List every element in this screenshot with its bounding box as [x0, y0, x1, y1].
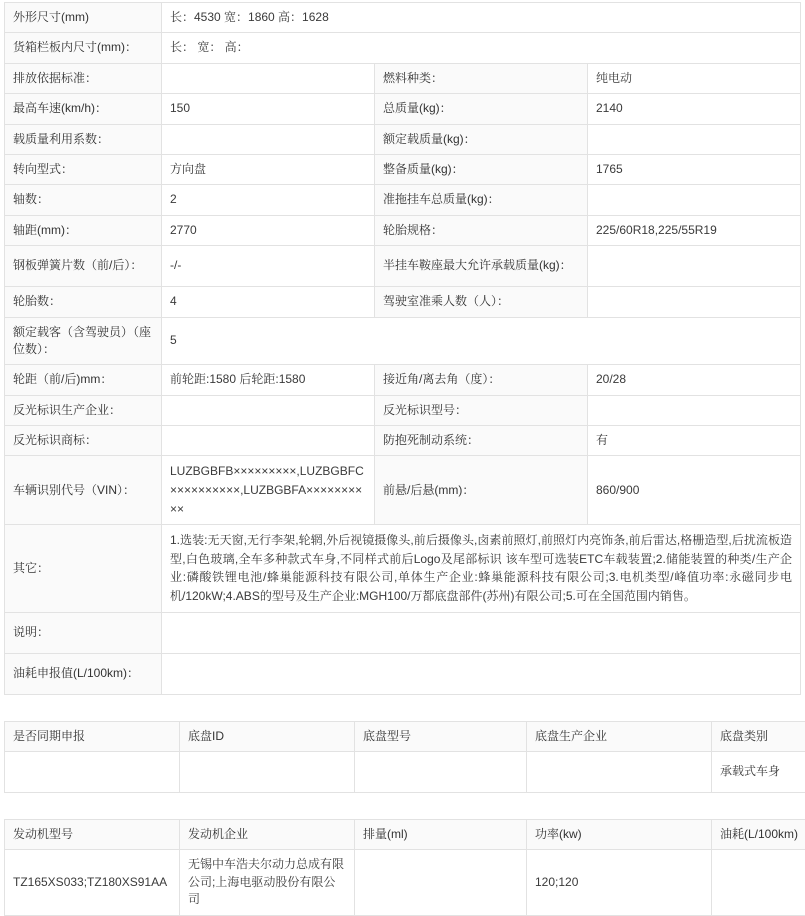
spec-label: 半挂车鞍座最大允许承载质量(kg)：: [375, 246, 588, 287]
spec-value: 有: [588, 426, 801, 456]
section-divider: [4, 793, 801, 819]
spec-label: 驾驶室准乘人数（人）：: [375, 287, 588, 317]
spec-label: 其它：: [5, 525, 162, 612]
spec-label: 额定载质量(kg)：: [375, 124, 588, 154]
spec-table-body: [5, 3, 801, 695]
spec-label: 轴距(mm)：: [5, 215, 162, 245]
table-cell: TZ165XS033;TZ180XS91AA: [5, 850, 180, 915]
table-cell: [355, 752, 527, 793]
column-header: 底盘型号: [355, 721, 527, 751]
spec-value: [162, 612, 801, 653]
engine-table: [4, 819, 805, 916]
table-row: [5, 850, 805, 915]
spec-value: [588, 246, 801, 287]
column-header: 油耗(L/100km): [712, 820, 805, 850]
table-cell: [180, 752, 355, 793]
spec-value: 4: [162, 287, 375, 317]
spec-label: 载质量利用系数：: [5, 124, 162, 154]
spec-value: [162, 426, 375, 456]
spec-label: 前悬/后悬(mm)：: [375, 456, 588, 525]
spec-label: 排放依据标准：: [5, 63, 162, 93]
table-row: [5, 317, 801, 365]
table-row: [5, 63, 801, 93]
spec-value: 长：4530 宽：1860 高：1628: [162, 3, 801, 33]
spec-value: 2770: [162, 215, 375, 245]
spec-label: 钢板弹簧片数（前/后）：: [5, 246, 162, 287]
column-header: 是否同期申报: [5, 721, 180, 751]
column-header: 发动机企业: [180, 820, 355, 850]
spec-label: 反光标识商标：: [5, 426, 162, 456]
spec-label: 额定载客（含驾驶员）（座位数）：: [5, 317, 162, 365]
column-header: 排量(ml): [355, 820, 527, 850]
spec-label: 反光标识型号：: [375, 395, 588, 425]
table-row: [5, 395, 801, 425]
spec-value: 长： 宽： 高：: [162, 33, 801, 63]
column-header: 发动机型号: [5, 820, 180, 850]
table-cell: [527, 752, 712, 793]
table-cell: [5, 752, 180, 793]
spec-value: 纯电动: [588, 63, 801, 93]
vehicle-spec-page: [0, 2, 805, 916]
spec-label: 说明：: [5, 612, 162, 653]
chassis-table: [4, 721, 805, 793]
column-header: 底盘类别: [712, 721, 805, 751]
spec-label: 最高车速(km/h)：: [5, 94, 162, 124]
spec-value: 2140: [588, 94, 801, 124]
table-row: [5, 426, 801, 456]
table-row: [5, 154, 801, 184]
spec-value: [162, 63, 375, 93]
section-divider: [4, 695, 801, 721]
table-row: [5, 124, 801, 154]
spec-value: [588, 287, 801, 317]
table-row: [5, 94, 801, 124]
spec-value: 225/60R18,225/55R19: [588, 215, 801, 245]
table-row: [5, 33, 801, 63]
table-row: [5, 653, 801, 694]
spec-label: 燃料种类：: [375, 63, 588, 93]
spec-value: [588, 124, 801, 154]
spec-value: [162, 124, 375, 154]
vehicle-spec-table: [4, 2, 801, 695]
table-row: [5, 525, 801, 612]
column-header: 底盘ID: [180, 721, 355, 751]
spec-label: 接近角/离去角（度）：: [375, 365, 588, 395]
vin-value: LUZBGBFB×××××××××,LUZBGBFC××××××××××,LUZBGBFA××××××××××: [162, 456, 375, 525]
spec-value: 150: [162, 94, 375, 124]
table-cell: [712, 850, 805, 915]
spec-label: 防抱死制动系统：: [375, 426, 588, 456]
table-row: [5, 612, 801, 653]
spec-value: 前轮距:1580 后轮距:1580: [162, 365, 375, 395]
table-cell: 承载式车身: [712, 752, 805, 793]
table-header-row: [5, 820, 805, 850]
spec-value: [162, 395, 375, 425]
spec-label: 总质量(kg)：: [375, 94, 588, 124]
spec-label: 反光标识生产企业：: [5, 395, 162, 425]
table-cell: [355, 850, 527, 915]
spec-value: 方向盘: [162, 154, 375, 184]
other-notes-value: 1.选装:无天窗,无行李架,轮辋,外后视镜摄像头,前后摄像头,卤素前照灯,前照灯内亮饰条,前后雷达,格栅造型,后扰流板造型,白色玻璃,全车多种款式车身,不同样式前后Logo及尾部标识 该车型可选装ETC车载装置;2.储能装置的种类/生产企业:磷酸铁锂电池/蜂巢能源科技有限公司,单体生产企业:蜂巢能源科技有限公司;3.电机类型/峰值功率:永磁同步电机/120kW;4.ABS的型号及生产企业:MGH100/万都底盘部件(苏州)有限公司;5.可在全国范围内销售。: [162, 525, 801, 612]
table-row: [5, 456, 801, 525]
spec-label: 整备质量(kg)：: [375, 154, 588, 184]
spec-label: 油耗申报值(L/100km)：: [5, 653, 162, 694]
spec-label: 轮胎数：: [5, 287, 162, 317]
column-header: 功率(kw): [527, 820, 712, 850]
chassis-table-body: [5, 721, 805, 792]
spec-value: [588, 395, 801, 425]
table-header-row: [5, 721, 805, 751]
spec-value: 1765: [588, 154, 801, 184]
spec-label: 货箱栏板内尺寸(mm)：: [5, 33, 162, 63]
table-row: [5, 215, 801, 245]
spec-label: 轮距（前/后)mm：: [5, 365, 162, 395]
table-row: [5, 3, 801, 33]
table-row: [5, 752, 805, 793]
spec-value: 5: [162, 317, 801, 365]
table-cell: 120;120: [527, 850, 712, 915]
table-row: [5, 185, 801, 215]
spec-label: 转向型式：: [5, 154, 162, 184]
spec-value: 20/28: [588, 365, 801, 395]
table-cell: 无锡中车浩夫尔动力总成有限公司;上海电驱动股份有限公司: [180, 850, 355, 915]
spec-value: [162, 653, 801, 694]
table-row: [5, 365, 801, 395]
spec-value: [588, 185, 801, 215]
spec-label: 外形尺寸(mm): [5, 3, 162, 33]
column-header: 底盘生产企业: [527, 721, 712, 751]
spec-label: 准拖挂车总质量(kg)：: [375, 185, 588, 215]
spec-label: 轮胎规格：: [375, 215, 588, 245]
engine-table-body: [5, 820, 805, 916]
spec-value: 2: [162, 185, 375, 215]
spec-value: -/-: [162, 246, 375, 287]
table-row: [5, 246, 801, 287]
spec-value: 860/900: [588, 456, 801, 525]
spec-label: 车辆识别代号（VIN）：: [5, 456, 162, 525]
spec-label: 轴数：: [5, 185, 162, 215]
table-row: [5, 287, 801, 317]
